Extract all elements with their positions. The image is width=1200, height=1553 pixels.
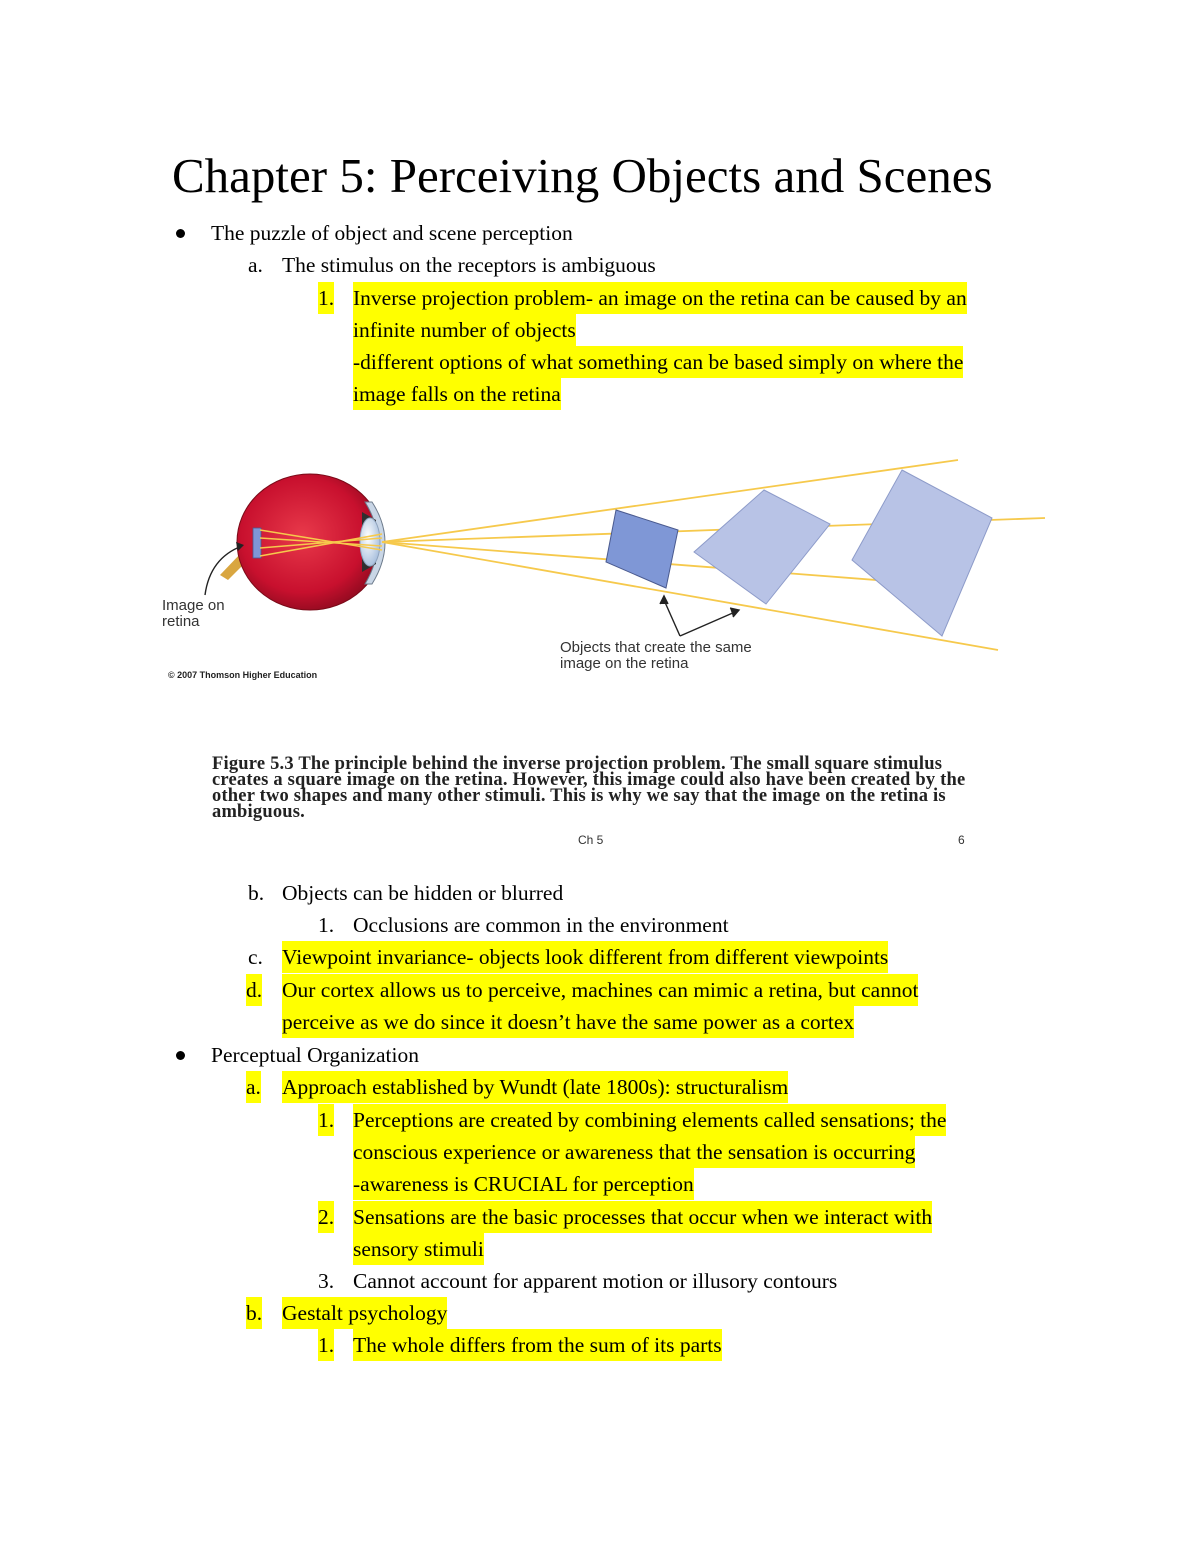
figure-caption [212,756,972,820]
list-item: Gestalt psychology [282,1297,447,1329]
list-item: Perceptual Organization [211,1043,419,1067]
list-marker: a. [246,1071,261,1103]
list-item: -different options of what something can be based simply on where the [353,346,963,378]
list-item: Objects can be hidden or blurred [282,881,564,905]
large-square-object [852,470,992,636]
list-marker: 1. [318,913,335,937]
list-marker: 1. [318,1329,334,1361]
list-item: The whole differs from the sum of its parts [353,1329,722,1361]
list-marker: b. [248,881,265,905]
list-item: Perceptions are created by combining elements called sensations; the [353,1104,946,1136]
list-item: Inverse projection problem- an image on the retina can be caused by an [353,282,967,314]
slide-footer-chapter: Ch 5 [578,833,604,847]
list-marker: a. [248,253,263,277]
list-item: Approach established by Wundt (late 1800s): structuralism [282,1071,788,1103]
list-item: conscious experience or awareness that the sensation is occurring [353,1136,915,1168]
figure-illustration [150,450,1050,690]
list-marker: c. [248,945,263,969]
list-item: Sensations are the basic processes that occur when we interact with [353,1201,932,1233]
caption-label: Figure 5.3 [212,754,294,774]
small-square-object [606,510,678,588]
bullet-dot [176,1051,185,1060]
list-item: Our cortex allows us to perceive, machines can mimic a retina, but cannot [282,974,918,1006]
list-marker: 2. [318,1201,334,1233]
label-objects-2: image on the retina [560,655,689,672]
list-item: The puzzle of object and scene perception [211,221,573,245]
list-marker: d. [246,974,262,1006]
list-marker: 1. [318,1104,334,1136]
list-marker: b. [246,1297,262,1329]
list-item: image falls on the retina [353,378,561,410]
list-marker: 1. [318,282,334,314]
retina-image [253,528,261,558]
label-image-on-retina-1: Image on [162,597,225,614]
list-item: Viewpoint invariance- objects look different from different viewpoints [282,941,888,973]
list-marker: 3. [318,1269,335,1293]
inverse-projection-figure [150,450,1050,695]
list-item: infinite number of objects [353,314,576,346]
lens [360,518,380,566]
slide-footer-number: 6 [958,833,965,847]
copyright-text: © 2007 Thomson Higher Education [168,670,318,680]
list-item: Occlusions are common in the environment [353,913,729,937]
label-image-on-retina-2: retina [162,613,200,630]
caption-text: The principle behind the inverse projection problem. The small square stimulus creates a square image on the retina. However, this image could also have been created by the other two shapes and many other stimuli. This is why we say that the image on the retina is ambiguous. [212,754,966,822]
list-item: The stimulus on the receptors is ambiguous [282,253,656,277]
label-objects-1: Objects that create the same [560,639,752,656]
list-item: -awareness is CRUCIAL for perception [353,1168,694,1200]
bullet-dot [176,229,185,238]
list-item: Cannot account for apparent motion or illusory contours [353,1269,838,1293]
list-item: perceive as we do since it doesn’t have the same power as a cortex [282,1006,854,1038]
page-title: Chapter 5: Perceiving Objects and Scenes [172,148,993,203]
list-item: sensory stimuli [353,1233,484,1265]
medium-square-object [694,490,830,604]
